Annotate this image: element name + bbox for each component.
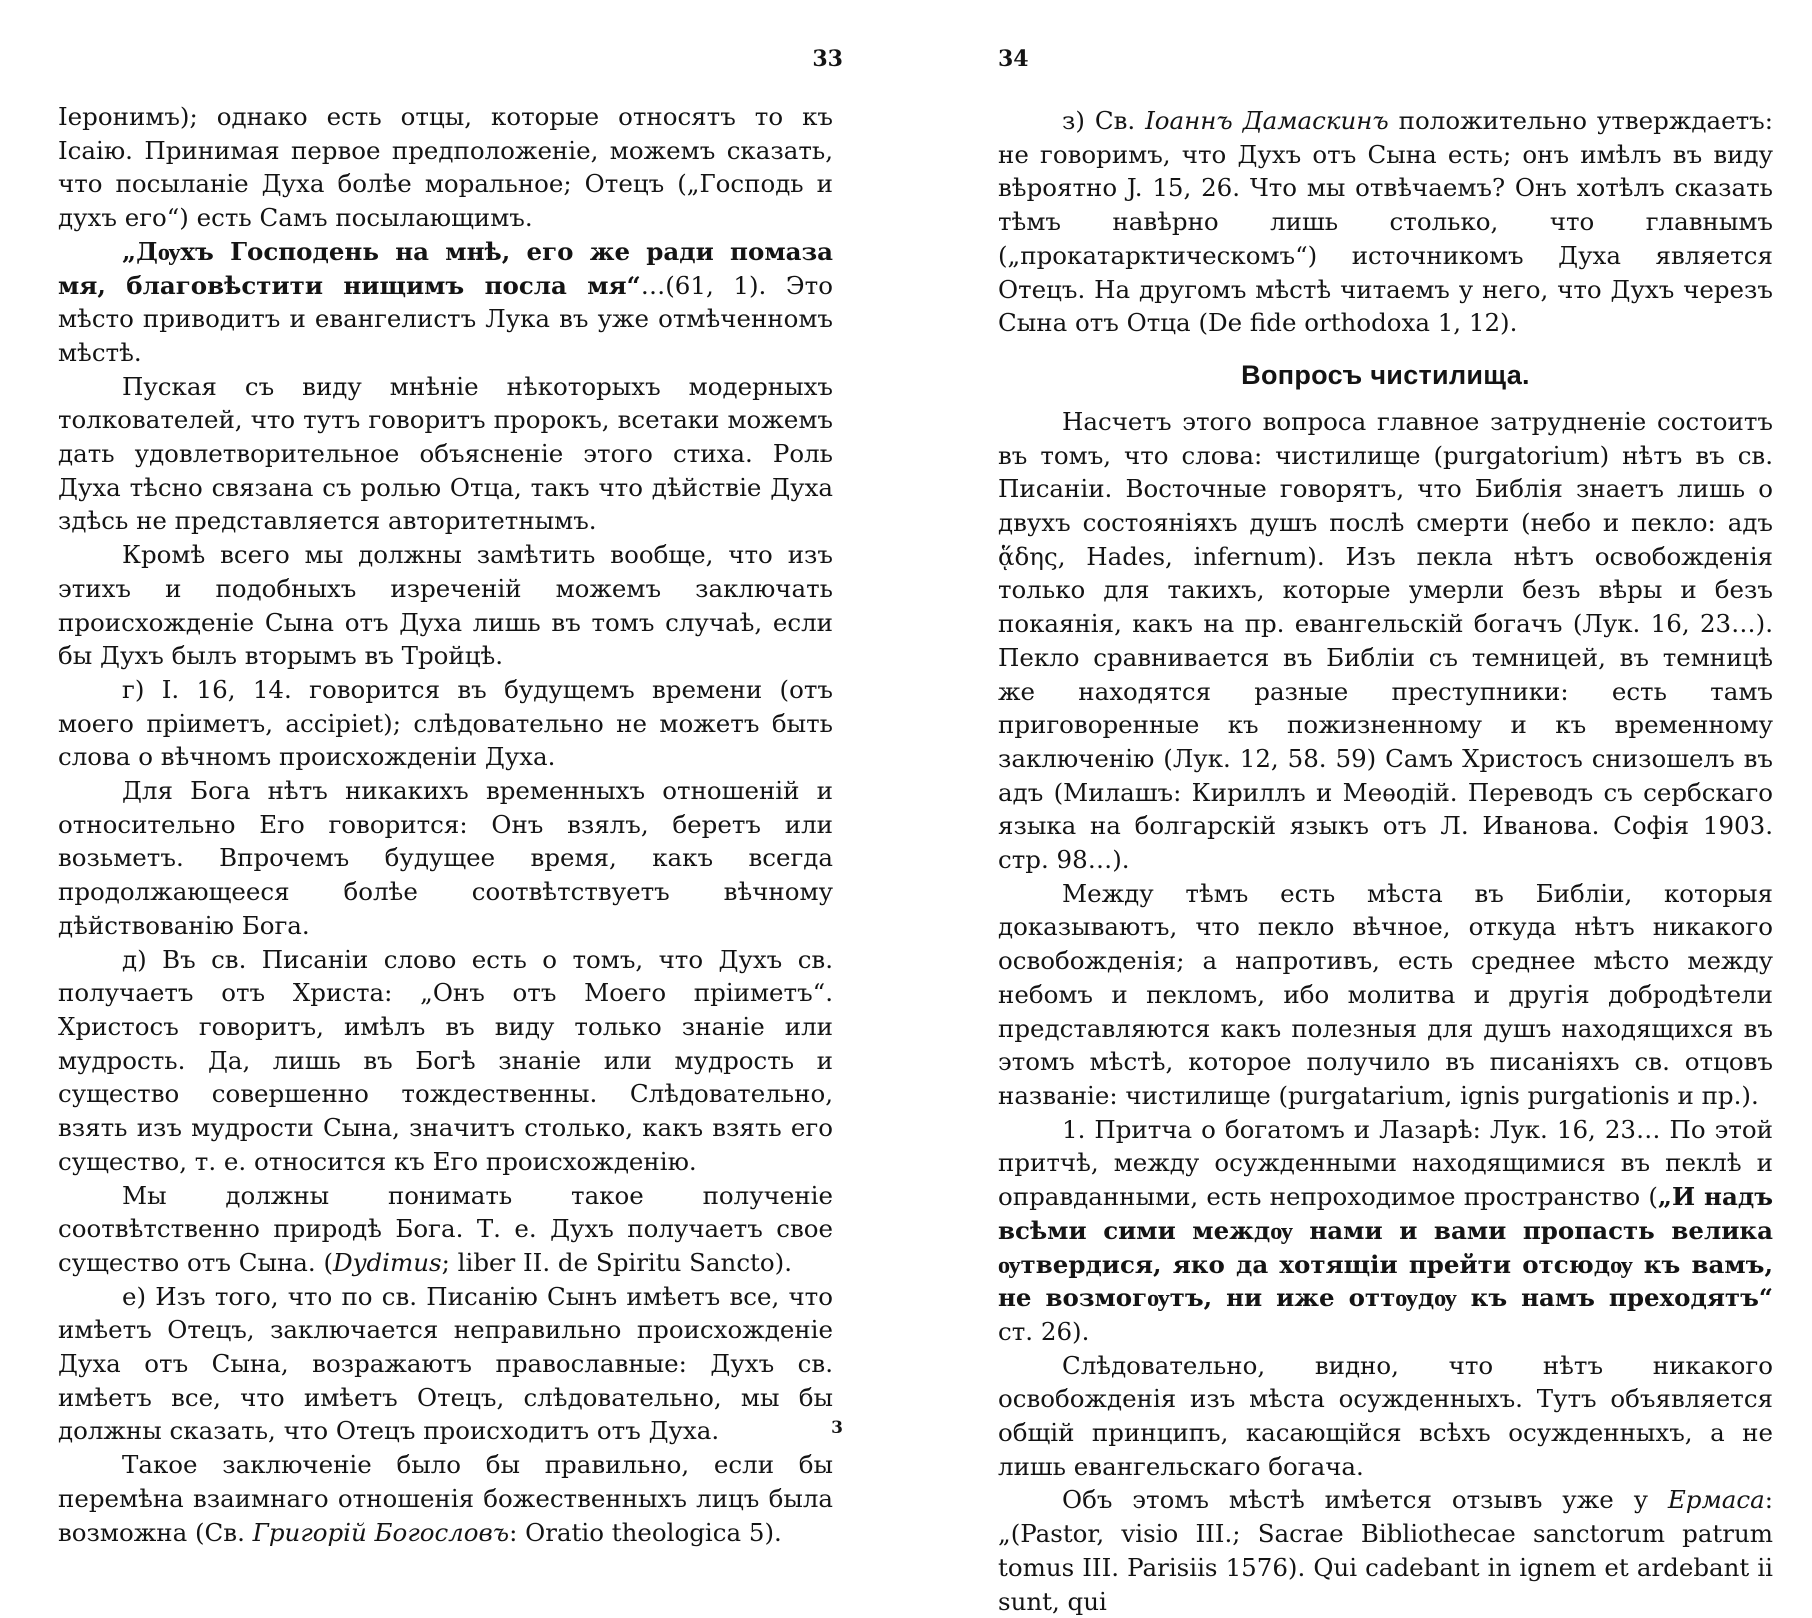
left-page-text xyxy=(58,100,833,1549)
paragraph: Пуская съ виду мнѣніе нѣкоторыхъ модерныхъ толкователей, что тутъ говоритъ пророкъ, всетаки можемъ дать удовлетворительное объясненіе этого стиха. Роль Духа тѣсно связана съ ролью Отца, такъ что дѣйствіе Духа здѣсь не представляется авторитетнымъ. xyxy=(58,371,833,536)
paragraph: Насчетъ этого вопроса главное затрудненіе состоитъ въ томъ, что слова: чистилище (purgatorium) нѣтъ въ св. Писаніи. Восточные говорятъ, что Библія знаетъ лишь о двухъ состояніяхъ душъ послѣ смерти (небо и пекло: адъ ᾅδης, Hades, infernum). Изъ пекла нѣтъ освобожденія только для такихъ, которые умерли безъ вѣры и безъ покаянія, какъ на пр. евангельскій богачъ (Лук. 16, 23…). Пекло сравнивается въ Библіи съ темницей, въ темницѣ же находятся разные преступники: есть тамъ приговоренные къ пожизненному и къ временному заключенію (Лук. 12, 58. 59) Самъ Христосъ снизошелъ въ адъ (Милашъ: Кириллъ и Меѳодій. Переводъ съ сербскаго языка на болгарскій языкъ отъ Л. Иванова. Софія 1903. стр. 98…). xyxy=(998,406,1773,875)
paragraph: Іеронимъ); однако есть отцы, которые относятъ то къ Ісаію. Принимая первое предположеніе, можемъ сказать, что посыланіе Духа болѣе моральное; Отецъ („Господь и духъ его“) есть Самъ посылающимъ. xyxy=(58,102,833,233)
page-number: 33 xyxy=(812,46,843,72)
author-name: Dydimus xyxy=(333,1247,442,1277)
paragraph: Слѣдовательно, видно, что нѣтъ никакого освобожденія изъ мѣста осужденныхъ. Тутъ объявляется общій принципъ, касающійся всѣхъ осужденныхъ, а не лишь евангельскаго богача. xyxy=(998,1350,1773,1481)
paragraph: Такое заключеніе было бы правильно, если бы перемѣна взаимнаго отношенія божественныхъ лицъ была возможна (Св. Григорій Богословъ: Oratio theologica 5). xyxy=(58,1450,833,1547)
author-name: Іоаннъ Дамаскинъ xyxy=(1145,106,1389,135)
author-name: Ермаса xyxy=(1667,1485,1765,1515)
paragraph: Между тѣмъ есть мѣста въ Библіи, которыя доказываютъ, что пекло вѣчное, откуда нѣтъ никакого освобожденія; а напротивъ, есть среднее мѣсто между небомъ и пекломъ, ибо молитва и другія добродѣтели представляются какъ полезныя для душъ находящихся въ этомъ мѣстѣ, которое получило въ писаніяхъ св. отцовъ названіе: чистилище (purgatarium, ignis purgationis и пр.). xyxy=(998,878,1773,1110)
author-name: Григорій Богословъ xyxy=(252,1517,510,1547)
paragraph: з) Св. Іоаннъ Дамаскинъ положительно утверждаетъ: не говоримъ, что Духъ отъ Сына есть; онъ имѣлъ въ виду вѣроятно J. 15, 26. Что мы отвѣчаемъ? Онъ хотѣлъ сказать тѣмъ навѣрно лишь столько, что главнымъ („прокатарктическомъ“) источникомъ Духа является Отецъ. На другомъ мѣстѣ читаемъ у него, что Духъ черезъ Сына отъ Отца (De fide orthodoxa 1, 12). xyxy=(998,106,1773,338)
signature-mark: 3 xyxy=(831,1418,843,1438)
paragraph: 1. Притча о богатомъ и Лазарѣ: Лук. 16, 23… По этой притчѣ, между осужденными находящимися въ пеклѣ и оправданными, есть непроходимое пространство („И надъ всѣми сими междѹ нами и вами пропасть велика ѹтвердися, яко да хотящіи прейти отсюдѹ къ вамъ, не возмогѹтъ, ни иже оттѹдѹ къ намъ преходятъ“ ст. 26). xyxy=(998,1114,1773,1346)
paragraph: Объ этомъ мѣстѣ имѣется отзывъ уже у Ермаса: „(Pastor, visio III.; Sacrae Bibliothecae sanctorum patrum tomus III. Parisiis 1576). Qui cadebant in ignem et ardebant ii sunt, qui xyxy=(998,1485,1773,1616)
section-heading: Вопросъ чистилища. xyxy=(1241,359,1530,390)
paragraph: „Дѹхъ Господень на мнѣ, его же ради помаза мя, благовѣстити нищимъ посла мя“…(61, 1). Это мѣсто приводитъ и евангелистъ Лука въ уже отмѣченномъ мѣстѣ. xyxy=(58,236,833,367)
paragraph: Кромѣ всего мы должны замѣтить вообще, что изъ этихъ и подобныхъ изреченій можемъ заключать происхожденіе Сына отъ Духа лишь въ томъ случаѣ, если бы Духъ былъ вторымъ въ Тройцѣ. xyxy=(58,540,833,671)
slavonic-quote: „И надъ всѣми сими междѹ нами и вами пропасть велика ѹтвердися, яко да хотящіи прейти отсюдѹ къ вамъ, не возмогѹтъ, ни иже оттѹдѹ къ намъ преходятъ“ xyxy=(998,1182,1773,1313)
paragraph: Для Бога нѣтъ никакихъ временныхъ отношеній и относительно Его говорится: Онъ взялъ, беретъ или возьметъ. Впрочемъ будущее время, какъ всегда продолжающееся болѣе соотвѣтствуетъ вѣчному дѣйствованію Бога. xyxy=(58,776,833,940)
paragraph: е) Изъ того, что по св. Писанію Сынъ имѣетъ все, что имѣетъ Отецъ, заключается неправильно происхожденіе Духа отъ Сына, возражаютъ православные: Духъ св. имѣетъ все, что имѣетъ Отецъ, слѣдовательно, мы бы должны сказать, что Отецъ происходитъ отъ Духа. xyxy=(58,1281,833,1446)
slavonic-quote: „Дѹхъ Господень на мнѣ, его же ради помаза мя, благовѣстити нищимъ посла мя“ xyxy=(58,236,833,300)
paragraph: г) І. 16, 14. говорится въ будущемъ времени (отъ моего пріиметъ, accipiet); слѣдовательно не можетъ быть слова о вѣчномъ происхожденіи Духа. xyxy=(58,674,833,772)
right-page-text xyxy=(998,104,1773,1618)
page-number: 34 xyxy=(998,46,1029,72)
paragraph: д) Въ св. Писаніи слово есть о томъ, что Духъ св. получаетъ отъ Христа: „Онъ отъ Моего пріиметъ“. Христосъ говоритъ, имѣлъ въ виду только знаніе или мудрость. Да, лишь въ Богѣ знаніе или мудрость и существо совершенно тождественны. Слѣдовательно, взять изъ мудрости Сына, значитъ столько, какъ взять его существо, т. е. относится къ Его происхожденію. xyxy=(58,944,833,1176)
paragraph: Мы должны понимать такое полученіе соотвѣтственно природѣ Бога. Т. е. Духъ получаетъ свое существо отъ Сына. (Dydimus; liber II. de Spiritu Sancto). xyxy=(58,1180,833,1277)
